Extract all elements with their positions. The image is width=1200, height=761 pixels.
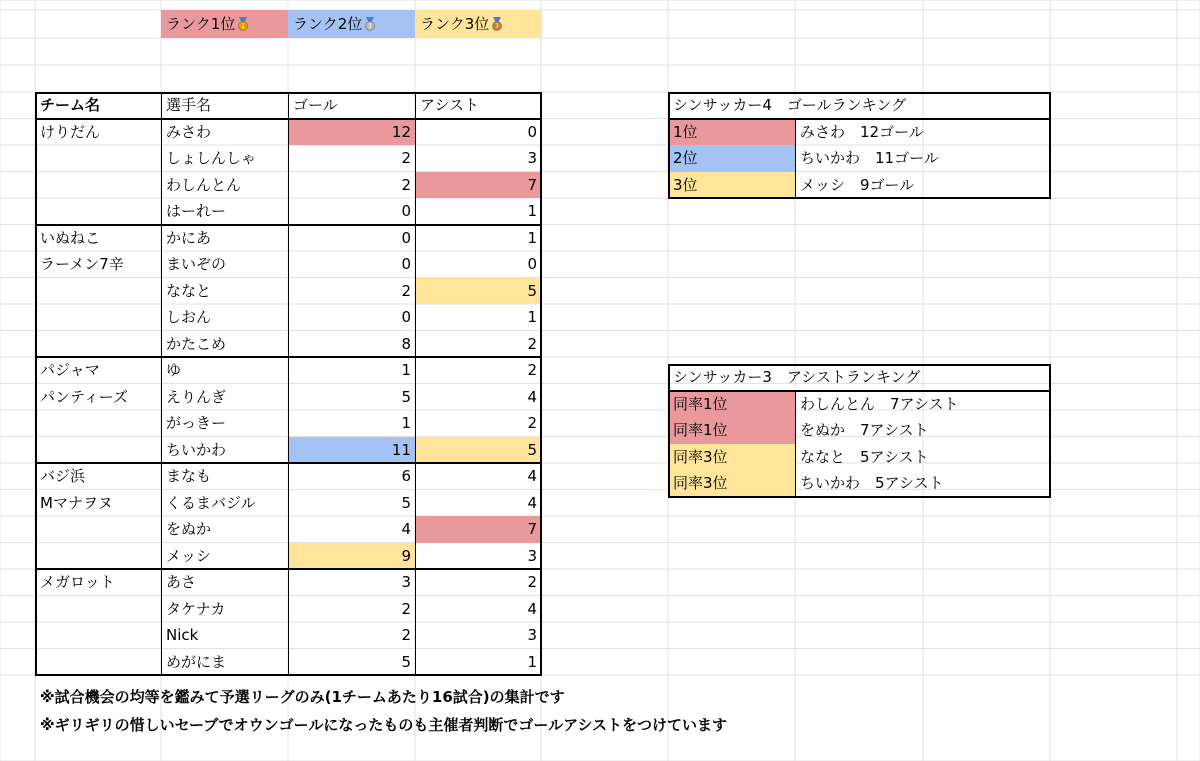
assists-cell[interactable]: 4 xyxy=(527,599,537,618)
player-name-cell[interactable]: はーれー xyxy=(166,202,227,220)
assists-cell[interactable]: 1 xyxy=(527,202,537,220)
assists-cell[interactable]: 1 xyxy=(527,652,537,671)
assists-cell[interactable]: 4 xyxy=(527,387,537,406)
player-name-cell[interactable]: しおん xyxy=(166,308,212,326)
assist-ranking-entry-cell[interactable]: わしんとん 7アシスト xyxy=(800,394,959,413)
goals-cell[interactable]: 9 xyxy=(288,543,415,570)
assists-cell[interactable]: 0 xyxy=(527,122,537,141)
assists-cell[interactable]: 5 xyxy=(415,278,541,305)
assists-cell[interactable]: 3 xyxy=(527,546,537,565)
player-name-cell[interactable]: タケナカ xyxy=(166,599,226,618)
assist-ranking-entry-cell[interactable]: ちいかわ 5アシスト xyxy=(800,474,944,493)
player-name-cell[interactable]: ちいかわ xyxy=(166,440,227,459)
player-name-cell[interactable]: をぬか xyxy=(166,520,212,538)
svg-text:3: 3 xyxy=(495,23,500,31)
team-divider xyxy=(35,568,541,570)
assists-cell[interactable]: 4 xyxy=(527,467,537,485)
goal-ranking-column-divider xyxy=(795,119,796,199)
goals-cell[interactable]: 0 xyxy=(401,308,411,326)
player-name-cell[interactable]: みさわ xyxy=(166,122,212,141)
column-divider xyxy=(415,92,416,675)
team-name-cell[interactable]: いぬねこ xyxy=(40,228,101,247)
footnote-tally-scope: ※試合機会の均等を鑑みて予選リーグのみ(1チームあたり16試合)の集計です xyxy=(40,688,565,706)
goals-cell[interactable]: 2 xyxy=(401,175,411,194)
assist-ranking-rank-cell[interactable]: 同率1位 xyxy=(668,417,795,444)
player-name-cell[interactable]: メッシ xyxy=(166,546,212,565)
player-name-cell[interactable]: えりんぎ xyxy=(166,387,227,406)
assist-ranking-title[interactable]: シンサッカー3 アシストランキング xyxy=(673,368,921,387)
team-name-cell[interactable]: Mマナヲヌ xyxy=(40,493,113,512)
goals-cell[interactable]: 2 xyxy=(401,149,411,167)
assist-ranking-rank-cell[interactable]: 同率3位 xyxy=(668,444,795,471)
assists-cell[interactable]: 2 xyxy=(527,334,537,353)
goal-ranking-rank-cell[interactable]: 3位 xyxy=(668,172,795,199)
gold-medal-icon xyxy=(237,12,249,31)
player-name-cell[interactable]: かにあ xyxy=(166,228,212,247)
assists-cell[interactable]: 5 xyxy=(415,437,541,464)
goals-cell[interactable]: 3 xyxy=(401,573,411,591)
goals-cell[interactable]: 4 xyxy=(401,520,411,538)
player-name-cell[interactable]: あさ xyxy=(166,573,197,591)
goals-cell[interactable]: 0 xyxy=(401,228,411,247)
player-name-cell[interactable]: まいぞの xyxy=(166,255,227,273)
svg-text:2: 2 xyxy=(368,23,373,31)
goals-cell[interactable]: 1 xyxy=(401,414,411,432)
team-name-cell[interactable]: パジャマ xyxy=(40,361,100,379)
column-divider xyxy=(161,92,162,675)
legend-rank-2[interactable] xyxy=(288,10,415,38)
player-name-cell[interactable]: まなも xyxy=(166,467,212,485)
goal-ranking-entry-cell[interactable]: みさわ 12ゴール xyxy=(800,122,924,141)
assist-ranking-rank-cell[interactable]: 同率3位 xyxy=(668,470,795,497)
assists-cell[interactable]: 2 xyxy=(527,414,537,432)
legend-label: ランク1位 xyxy=(166,15,236,33)
legend-label: ランク3位 xyxy=(420,15,490,33)
bronze-medal-icon xyxy=(491,12,503,31)
goals-cell[interactable]: 2 xyxy=(401,626,411,644)
assists-cell[interactable]: 3 xyxy=(527,626,537,644)
goals-cell[interactable]: 8 xyxy=(401,334,411,353)
assists-cell[interactable]: 0 xyxy=(527,255,537,273)
goals-cell[interactable]: 6 xyxy=(401,467,411,485)
goal-ranking-entry-cell[interactable]: メッシ 9ゴール xyxy=(800,175,915,194)
assists-cell[interactable]: 3 xyxy=(527,149,537,167)
footnote-own-goal-rule: ※ギリギリの惜しいセーブでオウンゴールになったものも主催者判断でゴールアシストをつけています xyxy=(40,716,728,734)
goals-cell[interactable]: 2 xyxy=(401,281,411,300)
player-name-cell[interactable]: ゆ xyxy=(166,361,182,379)
assist-ranking-rank-cell[interactable]: 同率1位 xyxy=(668,391,795,418)
goal-ranking-rank-cell[interactable]: 2位 xyxy=(668,145,795,172)
player-name-cell[interactable]: めがにま xyxy=(166,652,227,671)
assist-ranking-entry-cell[interactable]: をぬか 7アシスト xyxy=(800,421,929,440)
assists-cell[interactable]: 2 xyxy=(527,361,537,379)
assists-cell[interactable]: 1 xyxy=(527,228,537,247)
header-divider xyxy=(35,118,541,120)
team-name-cell[interactable]: パンティーズ xyxy=(40,387,129,406)
legend-label: ランク2位 xyxy=(293,15,363,33)
goals-cell[interactable]: 11 xyxy=(288,437,415,464)
player-name-cell[interactable]: がっきー xyxy=(166,414,227,432)
team-divider xyxy=(35,224,541,226)
goals-cell[interactable]: 12 xyxy=(288,119,415,146)
assist-ranking-column-divider xyxy=(795,391,796,497)
player-name-cell[interactable]: ななと xyxy=(166,281,212,300)
header-goals[interactable]: ゴール xyxy=(293,96,338,114)
player-name-cell[interactable]: わしんとん xyxy=(166,175,242,194)
header-team-name[interactable]: チーム名 xyxy=(40,96,101,114)
assists-cell[interactable]: 4 xyxy=(527,493,537,512)
player-name-cell[interactable]: かたこめ xyxy=(166,334,227,353)
goals-cell[interactable]: 2 xyxy=(401,599,411,618)
goals-cell[interactable]: 0 xyxy=(401,255,411,273)
player-name-cell[interactable]: くるまバジル xyxy=(166,493,256,512)
goal-ranking-title[interactable]: シンサッカー4 ゴールランキング xyxy=(673,96,907,114)
goals-cell[interactable]: 5 xyxy=(401,493,411,512)
goal-ranking-entry-cell[interactable]: ちいかわ 11ゴール xyxy=(800,149,939,167)
goals-cell[interactable]: 0 xyxy=(401,202,411,220)
assists-cell[interactable]: 7 xyxy=(415,516,541,543)
goal-ranking-rank-cell[interactable]: 1位 xyxy=(668,119,795,146)
assist-ranking-entry-cell[interactable]: ななと 5アシスト xyxy=(800,447,929,466)
player-name-cell[interactable]: Nick xyxy=(166,626,199,644)
assists-cell[interactable]: 1 xyxy=(527,308,537,326)
team-name-cell[interactable]: けりだん xyxy=(40,122,101,141)
column-divider xyxy=(288,92,289,675)
goals-cell[interactable]: 5 xyxy=(401,652,411,671)
team-name-cell[interactable]: バジ浜 xyxy=(40,467,86,485)
header-player-name[interactable]: 選手名 xyxy=(166,96,212,114)
assists-cell[interactable]: 7 xyxy=(415,172,541,199)
team-name-cell[interactable]: ラーメン7辛 xyxy=(40,255,124,273)
legend-rank-1[interactable] xyxy=(161,10,288,38)
header-assists[interactable]: アシスト xyxy=(420,96,479,114)
assist-ranking-title-divider xyxy=(668,390,1050,392)
goals-cell[interactable]: 1 xyxy=(401,361,411,379)
legend-rank-3[interactable] xyxy=(415,10,542,38)
team-divider xyxy=(35,356,541,358)
team-divider xyxy=(35,462,541,464)
assists-cell[interactable]: 2 xyxy=(527,573,537,591)
player-name-cell[interactable]: しょしんしゃ xyxy=(166,149,257,167)
goal-ranking-title-divider xyxy=(668,118,1050,120)
team-name-cell[interactable]: メガロット xyxy=(40,573,115,591)
silver-medal-icon xyxy=(364,12,376,31)
goals-cell[interactable]: 5 xyxy=(401,387,411,406)
svg-text:1: 1 xyxy=(241,23,246,31)
